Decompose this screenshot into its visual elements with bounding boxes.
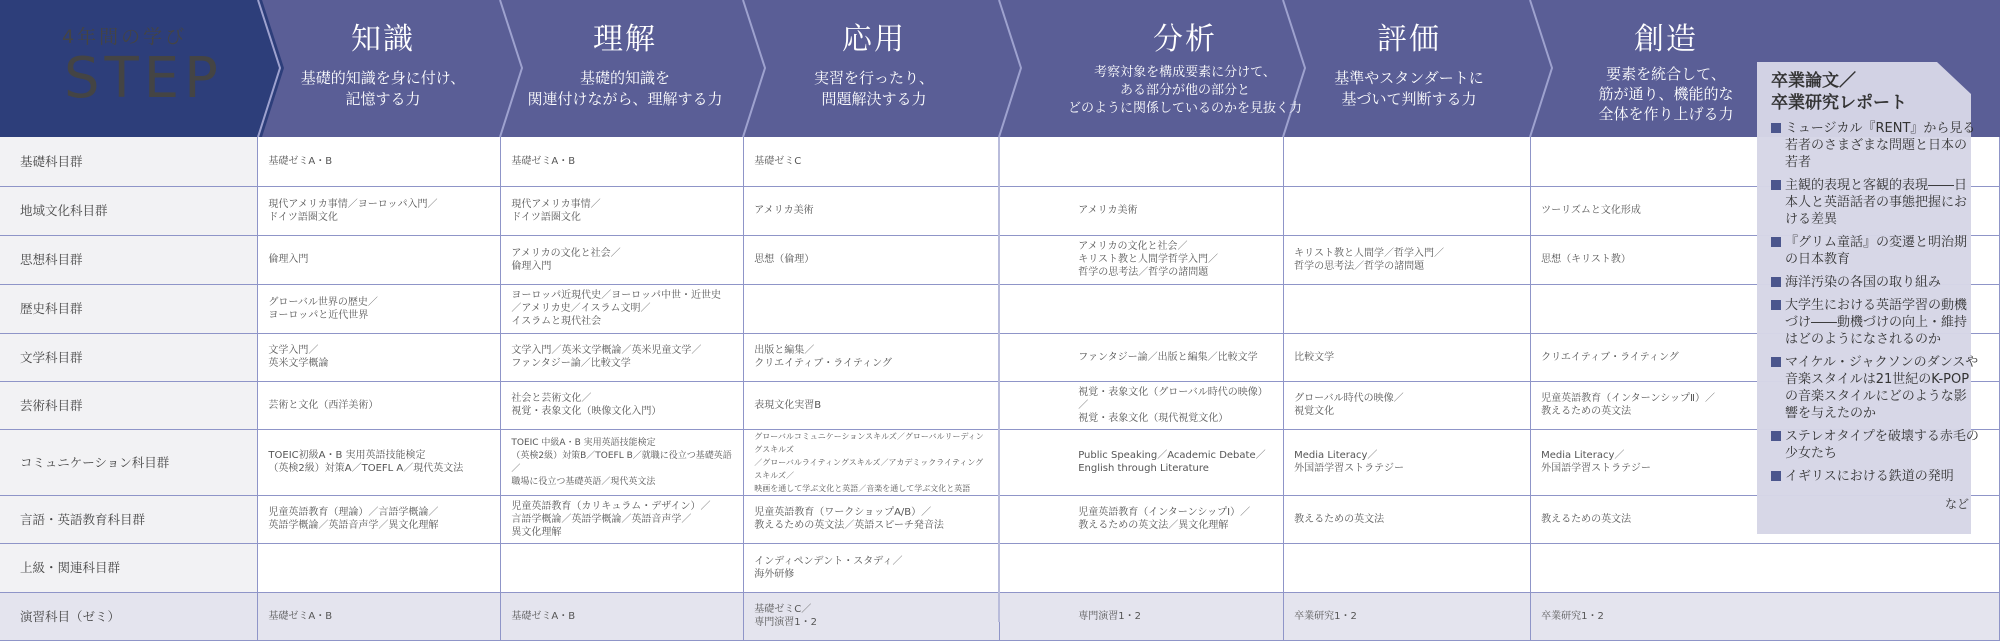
table-cell [744,235,1000,284]
table-cell [1000,543,1284,592]
cell-text: 現代アメリカ事情／ヨーロッパ入門／ ドイツ語圏文化 [268,198,438,223]
table-cell [1531,592,2000,640]
cell-text: 現代アメリカ事情／ ドイツ語圏文化 [511,198,601,223]
cell-text: 教えるための英文法 [1294,513,1385,525]
column-heading: 理解 [593,22,657,57]
table-cell [744,381,1000,429]
thesis-item-text: ステレオタイプを破壊する赤毛の少女たち [1785,429,1979,461]
cell-text: 出版と編集／ クリエイティブ・ライティング [754,345,892,369]
cell-text: 芸術と文化（西洋美術） [268,399,379,411]
table-cell [501,137,744,186]
column-desc: 基準やスタンダートに 基づいて判断する力 [1334,69,1484,108]
cell-text: Media Literacy／ 外国語学習ストラテジー [1541,450,1651,474]
thesis-item [1771,120,1979,171]
thesis-item-text: 大学生における英語学習の動機づけ――動機づけの向上・維持はどのようになされるのか [1785,298,1968,347]
square-bullet-icon [1771,300,1781,310]
cell-text: インディペンデント・スタディ／ 海外研修 [754,555,903,580]
row-category: 思想科目群 [0,235,258,284]
row-category: 文学科目群 [0,333,258,381]
table-cell [1284,381,1531,429]
cell-text: 卒業研究1・2 [1294,610,1357,622]
column-heading: 知識 [351,22,415,57]
step-pre-label: 4年間の学び [62,26,188,48]
cell-text: グローバルコミュニケーションスキルズ／グローバルリーディングスキルズ ／グローバルライティングスキルズ／アカデミックライティングスキルズ／ 映画を通して学ぶ文化と英語／音楽を通して学ぶ文化と英語 [754,431,984,493]
cell-text: アメリカ美術 [754,205,814,216]
square-bullet-icon [1771,471,1781,481]
square-bullet-icon [1771,277,1781,287]
row-category: 芸術科目群 [0,381,258,429]
row-category: 地域文化科目群 [0,186,258,235]
cell-text: TOEIC 中級A・B 実用英語技能検定 （英検2級）対策B／TOEFL B／就職に役立つ基礎英語／ 職場に役立つ基礎英語／現代英文法 [511,438,732,487]
row-category: 演習科目（ゼミ） [0,592,258,640]
table-cell [501,381,744,429]
thesis-item [1771,354,1979,422]
cell-text: 文学入門／ 英米文学概論 [268,345,329,369]
cell-text: Public Speaking／Academic Debate／ English through Literature [1078,450,1266,474]
table-cell [744,284,1000,333]
row-category: 基礎科目群 [0,137,258,186]
row-category: コミュニケーション科目群 [0,429,258,495]
table-cell [501,186,744,235]
column-header-knowledge [262,0,504,137]
table-cell [258,543,501,592]
step-title: STEP [64,46,223,111]
column-desc: 基礎的知識を身に付け、 記憶する力 [300,69,466,108]
table-cell [1284,592,1531,640]
cell-text: 卒業研究1・2 [1541,610,1604,622]
cell-text: 基礎ゼミA・B [268,610,333,622]
table-cell [258,495,501,543]
thesis-item [1771,297,1979,348]
table-cell [1284,429,1531,495]
cell-text: ヨーロッパ近現代史／ヨーロッパ中世・近世史 ／アメリカ史／イスラム文明／ イスラムと現代社会 [511,290,721,327]
table-cell [1000,429,1284,495]
thesis-item [1771,274,1979,291]
cell-text: グローバル世界の歴史／ ヨーロッパと近代世界 [268,296,378,321]
thesis-item-text: ミュージカル『RENT』から見る若者のさまざまな問題と日本の若者 [1785,121,1976,170]
thesis-item-text: 『グリム童話』の変遷と明治期の日本教育 [1785,235,1968,267]
square-bullet-icon [1771,431,1781,441]
table-cell [1000,137,1284,186]
table-cell [744,137,1000,186]
table-cell [258,592,501,640]
table-cell [1284,186,1531,235]
cell-text: 基礎ゼミA・B [511,155,576,167]
square-bullet-icon [1771,237,1781,247]
thesis-item [1771,234,1979,268]
table-cell [744,543,1000,592]
column-heading: 分析 [1153,22,1217,57]
cell-text: 社会と芸術文化／ 視覚・表象文化（映像文化入門） [511,393,662,417]
panel-etc: など [1944,497,1969,511]
cell-text: 基礎ゼミA・B [511,610,576,622]
cell-text: 専門演習1・2 [1078,610,1141,622]
cell-text: TOEIC初級A・B 実用英語技能検定 （英検2級）対策A／TOEFL A／現代英文法 [268,450,464,474]
cell-text: 倫理入門 [268,254,309,265]
table-cell [258,429,501,495]
table-cell [501,495,744,543]
table-cell [501,592,744,640]
column-desc: 考察対象を構成要素に分けて、 ある部分が他の部分と どのように関係しているのかを見抜く力 [1067,65,1302,116]
cell-text: 基礎ゼミC／ 専門演習1・2 [754,604,818,628]
table-cell [1284,137,1531,186]
table-cell [744,592,1000,640]
cell-text: ツーリズムと文化形成 [1541,205,1641,216]
cell-text: 基礎ゼミC [754,155,802,167]
thesis-item [1771,468,1979,485]
cell-text: クリエイティブ・ライティング [1541,351,1679,363]
panel-title: 卒業論文／ 卒業研究レポート [1771,71,1907,113]
table-cell [1000,235,1284,284]
table-cell [258,284,501,333]
table-cell [1000,495,1284,543]
thesis-item-text: 海洋汚染の各国の取り組み [1785,275,1942,290]
table-cell [1284,495,1531,543]
thesis-item-text: 主観的表現と客観的表現――日本人と英語話者の事態把握における差異 [1785,178,1968,227]
row-category: 上級・関連科目群 [0,543,258,592]
thesis-item [1771,177,1979,228]
cell-text: 教えるための英文法 [1541,513,1632,525]
thesis-item-text: マイケル・ジャクソンのダンスや音楽スタイルは21世紀のK-POPの音楽スタイルにどのような影響を与えたのか [1785,355,1979,421]
cell-text: 児童英語教育（インターンシップⅠ）／ 教えるための英文法／異文化理解 [1078,507,1251,531]
table-cell [501,333,744,381]
cell-text: 児童英語教育（ワークショップA/B）／ 教えるための英文法／英語スピーチ発音法 [754,507,944,531]
row-category: 歴史科目群 [0,284,258,333]
table-cell [744,333,1000,381]
table-cell [1284,333,1531,381]
graduation-thesis-panel [1757,62,1985,534]
step-header [0,0,2000,137]
table-cell [744,495,1000,543]
cell-text: 児童英語教育（カリキュラム・デザイン）／ 言語学概論／英語学概論／英語音声学／ 異文化理解 [511,500,711,538]
column-desc: 基礎的知識を 関連付けながら、理解する力 [527,69,723,108]
table-cell [501,429,744,495]
table-cell [258,137,501,186]
cell-text: 視覚・表象文化（グローバル時代の映像）／ 視覚・表象文化（現代視覚文化） [1078,386,1268,424]
table-cell [1284,543,1531,592]
thesis-item [1771,428,1979,462]
cell-text: キリスト教と人間学／哲学入門／ 哲学の思考法／哲学の諸問題 [1294,247,1444,272]
table-cell [258,235,501,284]
cell-text: Media Literacy／ 外国語学習ストラテジー [1294,450,1404,474]
curriculum-table [0,137,2000,641]
column-desc: 実習を行ったり、 問題解決する力 [813,69,934,108]
cell-text: 比較文学 [1294,351,1335,363]
cell-text: 思想（キリスト教） [1541,254,1631,265]
cell-text: 表現文化実習B [754,399,822,411]
table-cell [1284,284,1531,333]
cell-text: 思想（倫理） [754,254,815,265]
row-category: 言語・英語教育科目群 [0,495,258,543]
table-cell [1000,284,1284,333]
table-cell [1000,333,1284,381]
column-desc: 要素を統合して、 筋が通り、機能的な 全体を作り上げる力 [1598,65,1734,123]
cell-text: アメリカの文化と社会／ 倫理入門 [511,247,621,272]
square-bullet-icon [1771,123,1781,133]
column-heading: 創造 [1634,22,1698,57]
table-cell [1284,235,1531,284]
cell-text: 児童英語教育（インターンシップⅡ）／ 教えるための英文法 [1541,393,1715,417]
table-cell [501,235,744,284]
table-cell [501,284,744,333]
cell-text: 基礎ゼミA・B [268,155,333,167]
column-heading: 応用 [842,22,906,57]
square-bullet-icon [1771,357,1781,367]
table-cell [1000,381,1284,429]
column-header-evaluation [1284,0,1534,137]
table-cell [258,381,501,429]
table-cell [1531,543,2000,592]
table-cell [501,543,744,592]
column-divider [998,137,1000,622]
thesis-item-text: イギリスにおける鉄道の発明 [1785,469,1954,484]
thesis-list [1771,120,1979,491]
table-cell [258,186,501,235]
cell-text: ファンタジー論／出版と編集／比較文学 [1078,351,1258,363]
column-header-application [746,0,1002,137]
cell-text: アメリカ美術 [1078,205,1138,216]
table-cell [1000,186,1284,235]
column-header-understanding [504,0,746,137]
cell-text: 文学入門／英米文学概論／英米児童文学／ ファンタジー論／比較文学 [511,345,702,369]
cell-text: アメリカの文化と社会／ キリスト教と人間学哲学入門／ 哲学の思考法／哲学の諸問題 [1078,241,1219,278]
table-cell [1000,592,1284,640]
cell-text: グローバル時代の映像／ 視覚文化 [1294,393,1404,417]
table-cell [744,429,1000,495]
cell-text: 児童英語教育（理論）／言語学概論／ 英語学概論／英語音声学／異文化理解 [268,507,439,531]
table-cell [258,333,501,381]
table-cell [744,186,1000,235]
square-bullet-icon [1771,180,1781,190]
column-heading: 評価 [1377,22,1441,57]
